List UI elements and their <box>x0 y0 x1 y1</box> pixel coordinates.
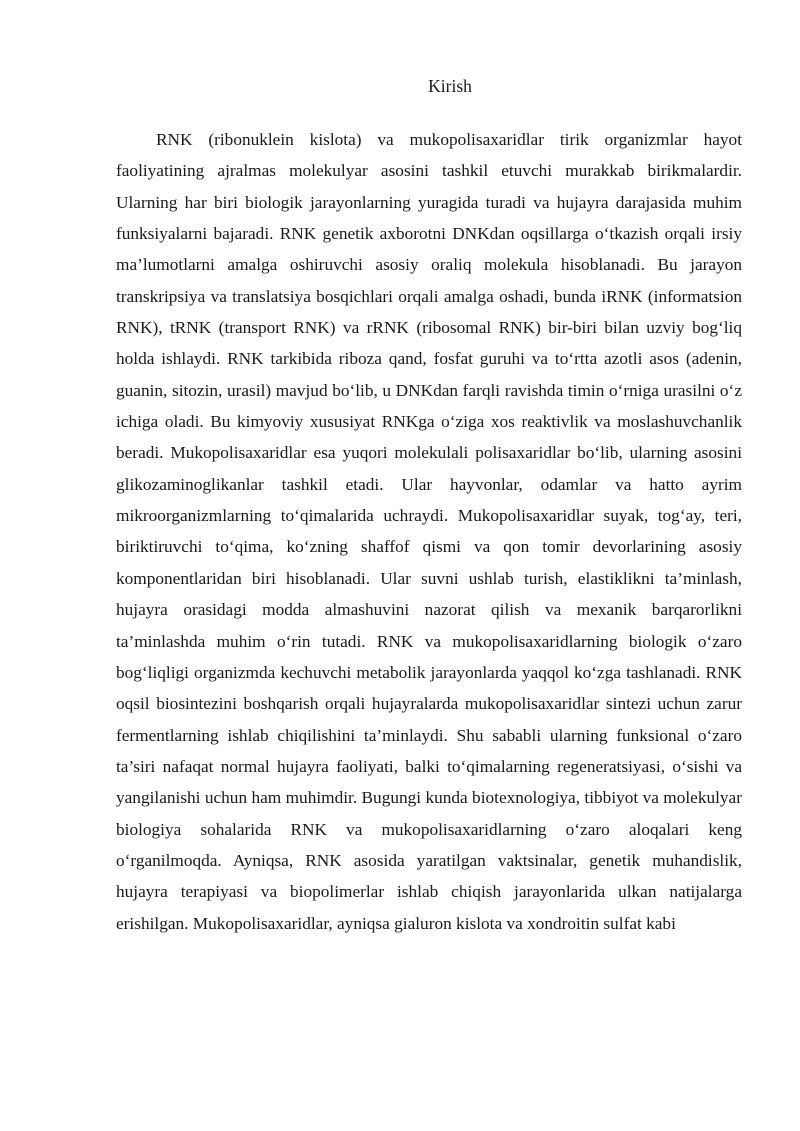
intro-paragraph: RNK (ribonuklein kislota) va mukopolisaxaridlar tirik organizmlar hayot faoliyatining ajralmas molekulyar asosini tashkil etuvchi murakkab birikmalardir. Ularning har biri biologik jarayonlarning yuragida turadi va hujayra darajasida muhim funksiyalarni bajaradi. RNK genetik axborotni DNKdan oqsillarga o‘tkazish orqali irsiy ma’lumotlarni amalga oshiruvchi asosiy oraliq molekula hisoblanadi. Bu jarayon transkripsiya va translatsiya bosqichlari orqali amalga oshadi, bunda iRNK (informatsion RNK), tRNK (transport RNK) va rRNK (ribosomal RNK) bir-biri bilan uzviy bog‘liq holda ishlaydi. RNK tarkibida riboza qand, fosfat guruhi va to‘rtta azotli asos (adenin, guanin, sitozin, urasil) mavjud bo‘lib, u DNKdan farqli ravishda timin o‘rniga urasilni o‘z ichiga oladi. Bu kimyoviy xususiyat RNKga o‘ziga xos reaktivlik va moslashuvchanlik beradi. Mukopolisaxaridlar esa yuqori molekulali polisaxaridlar bo‘lib, ularning asosini glikozaminoglikanlar tashkil etadi. Ular hayvonlar, odamlar va hatto ayrim mikroorganizmlarning to‘qimalarida uchraydi. Mukopolisaxaridlar suyak, tog‘ay, teri, biriktiruvchi to‘qima, ko‘zning shaffof qismi va qon tomir devorlarining asosiy komponentlaridan biri hisoblanadi. Ular suvni ushlab turish, elastiklikni ta’minlash, hujayra orasidagi modda almashuvini nazorat qilish va mexanik barqarorlikni ta’minlashda muhim o‘rin tutadi. RNK va mukopolisaxaridlarning biologik o‘zaro bog‘liqligi organizmda kechuvchi metabolik jarayonlarda yaqqol ko‘zga tashlanadi. RNK oqsil biosintezini boshqarish orqali hujayralarda mukopolisaxaridlar sintezi uchun zarur fermentlarning ishlab chiqilishini ta’minlaydi. Shu sababli ularning funksional o‘zaro ta’siri nafaqat normal hujayra faoliyati, balki to‘qimalarning regeneratsiyasi, o‘sishi va yangilanishi uchun ham muhimdir. Bugungi kunda biotexnologiya, tibbiyot va molekulyar biologiya sohalarida RNK va mukopolisaxaridlarning o‘zaro aloqalari keng o‘rganilmoqda. Ayniqsa, RNK asosida yaratilgan vaktsinalar, genetik muhandislik, hujayra terapiyasi va biopolimerlar ishlab chiqish jarayonlarida ulkan natijalarga erishilgan. Mukopolisaxaridlar, ayniqsa gialuron kislota va xondroitin sulfat kabi <box>116 130 742 933</box>
section-title: Kirish <box>428 76 472 96</box>
